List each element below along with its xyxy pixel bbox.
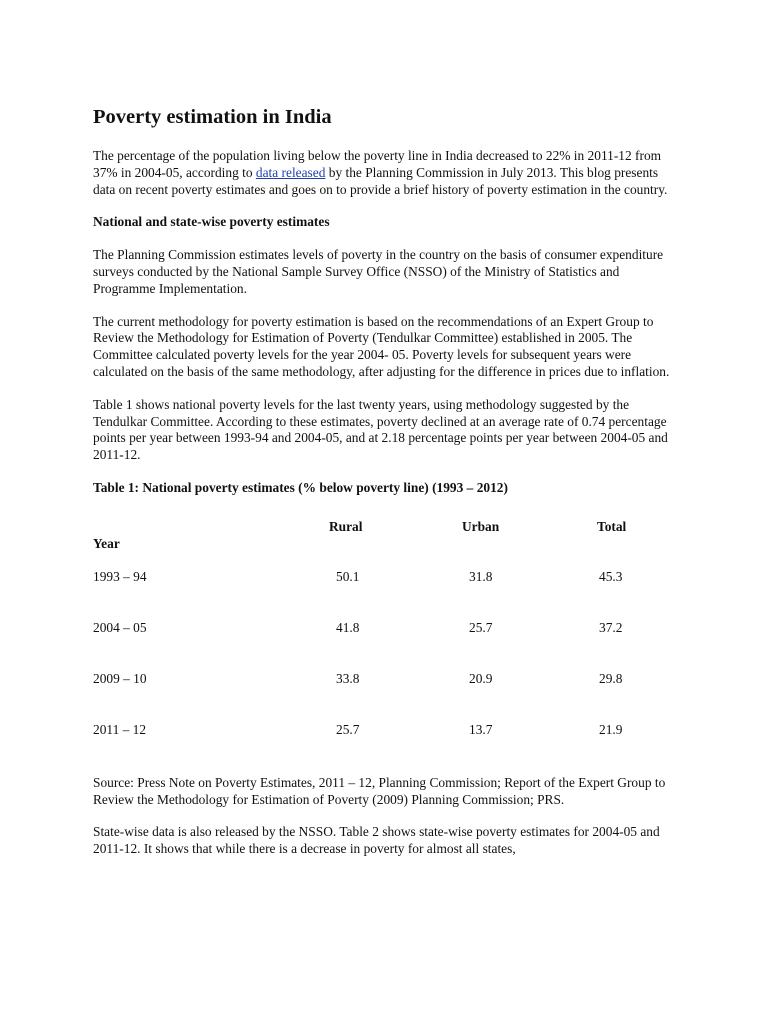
cell-rural: 25.7 [336,721,360,737]
paragraph-planning-commission: The Planning Commission estimates levels of poverty in the country on the basis of consumer expenditure surveys conducted by the National Sample Survey Office (NSSO) of the Ministry of Statistics and Programme Implementation. [93,247,664,296]
header-rural: Rural [329,518,363,534]
cell-total: 45.3 [599,568,623,584]
poverty-table [93,519,676,757]
table-row [93,655,676,706]
table-caption: Table 1: National poverty estimates (% below poverty line) (1993 – 2012) [93,479,508,495]
cell-year: 2009 – 10 [93,670,147,686]
source-note: Source: Press Note on Poverty Estimates, 2011 – 12, Planning Commission; Report of the Expert Group to Review the Methodology for Estimation of Poverty (2009) Planning Commission; PRS. [93,774,666,807]
intro-paragraph [93,148,676,198]
cell-rural: 50.1 [336,568,360,584]
header-urban: Urban [462,518,500,534]
header-total: Total [597,518,627,534]
table-row [93,604,676,655]
cell-rural: 41.8 [336,619,360,635]
cell-urban: 25.7 [469,619,493,635]
cell-urban: 31.8 [469,568,493,584]
paragraph-table-summary: Table 1 shows national poverty levels for the last twenty years, using methodology suggested by the Tendulkar Committee. According to these estimates, poverty declined at an average rate of 0.74 percentage points per year between 1993-94 and 2004-05, and at 2.18 percentage points per year between 2004-05 and 2011-12. [93,396,668,463]
paragraph-methodology: The current methodology for poverty estimation is based on the recommendations of an Expert Group to Review the Methodology for Estimation of Poverty (Tendulkar Committee) established in 2005. The Committee calculated poverty levels for the year 2004- 05. Poverty levels for subsequent years were calculated on the basis of the same methodology, after adjusting for the difference in prices due to inflation. [93,313,670,379]
intro-text-after-link: by the Planning Commission in July 2013. This blog presents data on recent poverty estimates and goes on to provide a brief history of poverty estimation in the country. [93,164,668,197]
cell-year: 2004 – 05 [93,619,147,635]
cell-total: 21.9 [599,721,623,737]
cell-total: 29.8 [599,670,623,686]
table-header-row [93,519,676,553]
cell-year: 1993 – 94 [93,568,147,584]
intro-text-before-link: The percentage of the population living below the poverty line in India decreased to 22% in 2011-12 from 37% in 2004-05, according to [93,148,662,180]
cell-urban: 20.9 [469,670,493,686]
table-row [93,706,676,757]
table-row [93,553,676,604]
header-year: Year [93,535,120,551]
document-title: Poverty estimation in India [93,106,332,128]
paragraph-state-wise: State-wise data is also released by the NSSO. Table 2 shows state-wise poverty estimates for 2004-05 and 2011-12. It shows that while there is a decrease in poverty for almost all states, [93,824,660,857]
cell-rural: 33.8 [336,670,360,686]
data-released-link[interactable]: data released [255,164,326,180]
cell-urban: 13.7 [469,721,493,737]
section-heading: National and state-wise poverty estimates [93,214,330,230]
cell-year: 2011 – 12 [93,721,147,737]
cell-total: 37.2 [599,619,623,635]
